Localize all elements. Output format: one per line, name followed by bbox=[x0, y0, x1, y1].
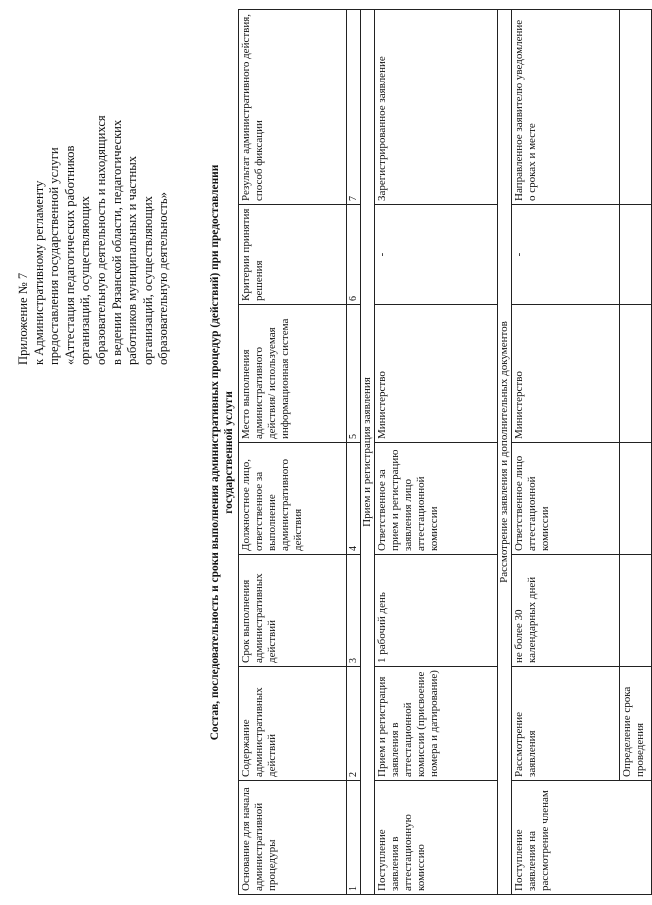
appendix-line: в ведении Рязанской области, педагогических bbox=[109, 119, 124, 365]
appendix-line: организаций, осуществляющих bbox=[140, 196, 155, 365]
table-cell bbox=[620, 205, 652, 305]
table-cell: не более 30 календарных дней bbox=[512, 555, 620, 667]
appendix-line: «Аттестация педагогических работников bbox=[62, 145, 77, 365]
table-header-row bbox=[239, 10, 347, 895]
column-number: 6 bbox=[347, 205, 361, 305]
table-cell: 1 рабочий день bbox=[375, 555, 498, 667]
appendix-line: образовательную деятельность и находящихся bbox=[93, 115, 108, 365]
table-cell: Ответственное за прием и регистрацию заявления лицо аттестационной комиссии bbox=[375, 443, 498, 555]
table-cell: Поступление заявления на рассмотрение членам bbox=[512, 781, 652, 895]
column-number: 2 bbox=[347, 667, 361, 781]
table-cell: Зарегистрированное заявление bbox=[375, 10, 498, 205]
header-cell: Результат административного действия, способ фиксации bbox=[239, 10, 347, 205]
table-cell: Министерство bbox=[375, 305, 498, 443]
column-number: 3 bbox=[347, 555, 361, 667]
section-title: Рассмотрение заявления и дополнительных документов bbox=[498, 10, 512, 895]
column-number: 1 bbox=[347, 781, 361, 895]
table-cell: Поступление заявления в аттестационную комиссию bbox=[375, 781, 498, 895]
section-row bbox=[498, 10, 512, 895]
header-cell: Критерии принятия решения bbox=[239, 205, 347, 305]
procedures-table bbox=[238, 9, 652, 895]
appendix-line: к Административному регламенту bbox=[31, 180, 46, 365]
header-cell: Срок выполнения административных действий bbox=[239, 555, 347, 667]
appendix-header bbox=[16, 15, 172, 365]
table-cell bbox=[620, 305, 652, 443]
title-line-1: Состав, последовательность и сроки выполнения административных процедур (действий) при предоставлении bbox=[209, 164, 221, 741]
table-cell bbox=[620, 443, 652, 555]
appendix-line: организаций, осуществляющих bbox=[78, 196, 93, 365]
table-cell: Прием и регистрация заявления в аттестационной комиссии (присвоение номера и датирование) bbox=[375, 667, 498, 781]
table-cell: Министерство bbox=[512, 305, 620, 443]
table-cell: Ответственное лицо аттестационной комиссии bbox=[512, 443, 620, 555]
section-row bbox=[361, 10, 375, 895]
table-cell: Определение срока проведения bbox=[620, 667, 652, 781]
table-cell bbox=[620, 555, 652, 667]
header-cell: Место выполнения административного действия/ используемая информационная система bbox=[239, 305, 347, 443]
column-number: 4 bbox=[347, 443, 361, 555]
document-title bbox=[208, 10, 236, 895]
column-number-row bbox=[347, 10, 361, 895]
column-number: 5 bbox=[347, 305, 361, 443]
table-cell: Рассмотрение заявления bbox=[512, 667, 620, 781]
appendix-line: образовательную деятельность» bbox=[156, 192, 171, 365]
appendix-line: предоставления государственной услуги bbox=[47, 147, 62, 365]
header-cell: Содержание административных действий bbox=[239, 667, 347, 781]
table-row bbox=[620, 10, 652, 895]
column-number: 7 bbox=[347, 10, 361, 205]
section-title: Прием и регистрация заявления bbox=[361, 10, 375, 895]
table-cell bbox=[620, 10, 652, 205]
table-row bbox=[375, 10, 498, 895]
header-cell: Основание для начала административной процедуры bbox=[239, 781, 347, 895]
table-cell: Направленное заявителю уведомление о сроках и месте bbox=[512, 10, 620, 205]
appendix-line: работников муниципальных и частных bbox=[125, 155, 140, 365]
title-line-2: государственной услуги bbox=[223, 391, 235, 514]
appendix-line: Приложение № 7 bbox=[16, 272, 30, 365]
header-cell: Должностное лицо, ответственное за выполнение административного действия bbox=[239, 443, 347, 555]
table-cell: - bbox=[512, 205, 620, 305]
table-cell: - bbox=[375, 205, 498, 305]
table-row bbox=[512, 10, 620, 895]
